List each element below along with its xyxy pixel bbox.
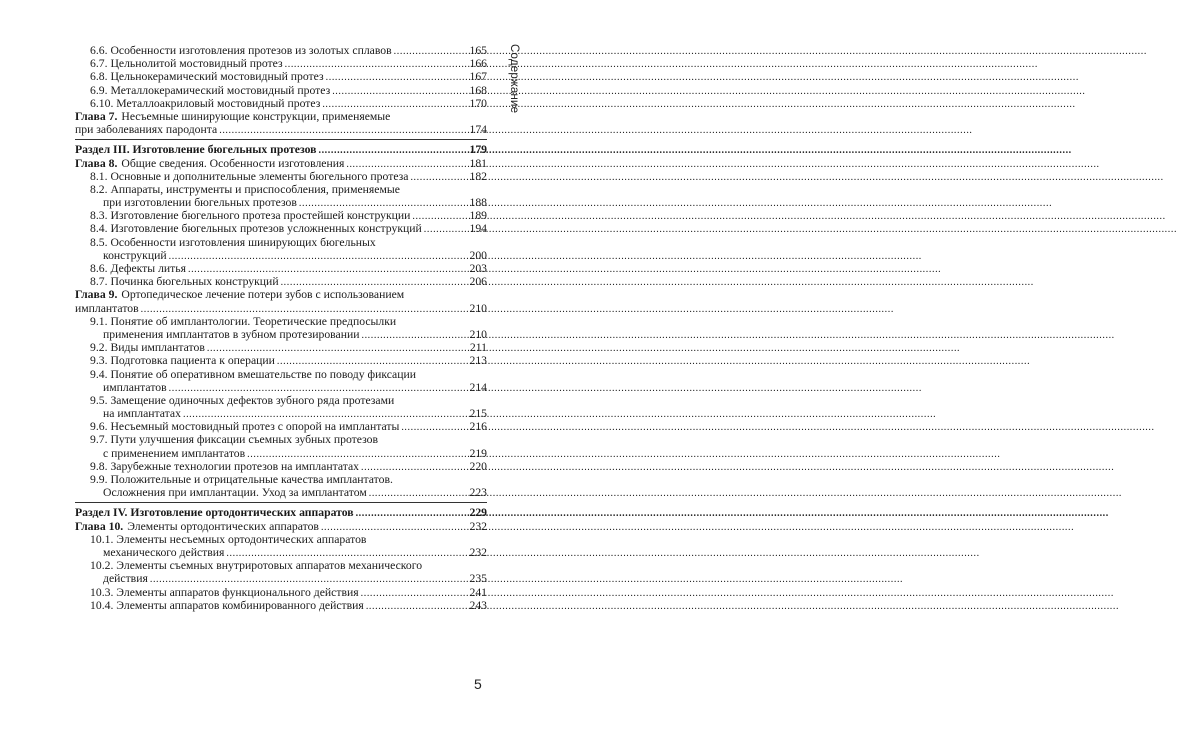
toc-page-number: 223 <box>469 486 487 500</box>
toc-leader <box>424 223 468 236</box>
toc-leader <box>326 71 468 84</box>
toc-page-number: 211 <box>469 341 487 355</box>
toc-page-number: 216 <box>469 420 487 434</box>
toc-page-number: 165 <box>469 44 487 57</box>
toc-subsection[interactable] <box>75 599 487 612</box>
toc-leader <box>410 171 467 184</box>
toc-page-number: 206 <box>469 275 487 289</box>
toc-entry-title: 8.1. Основные и дополнительные элементы бюгельного протеза <box>90 169 409 183</box>
toc-entry-title: 9.9. Положительные и отрицательные качества имплантатов. <box>90 473 393 486</box>
toc-leader <box>356 507 468 520</box>
toc-page-number: 167 <box>469 70 487 84</box>
toc-section-title: Раздел III. Изготовление бюгельных протезов <box>75 143 317 157</box>
toc-subsection[interactable] <box>75 57 487 70</box>
running-header: Содержание <box>508 44 520 114</box>
toc-entry-title: имплантатов <box>75 301 139 315</box>
toc-entry-title: 8.5. Особенности изготовления шинирующих бюгельных <box>90 235 376 249</box>
toc-page-number: 210 <box>469 301 487 315</box>
toc-page-number: 200 <box>469 248 487 262</box>
toc-entry-title: 9.3. Подготовка пациента к операции <box>90 354 275 368</box>
toc-entry-title: Осложнения при имплантации. Уход за имплантатом <box>103 486 367 500</box>
toc-subsection[interactable] <box>75 249 487 262</box>
toc-entry-title: при изготовлении бюгельных протезов <box>103 196 297 210</box>
toc-leader <box>169 250 468 263</box>
toc-subsection[interactable] <box>75 354 487 367</box>
toc-subsection[interactable] <box>75 209 487 222</box>
toc-entry-title: 9.2. Виды имплантатов <box>90 341 205 355</box>
toc-page-number: 181 <box>469 156 487 170</box>
toc-subsection[interactable] <box>75 328 487 341</box>
toc-section[interactable] <box>75 506 487 519</box>
toc-subsection[interactable] <box>75 70 487 83</box>
toc-chapter-label: Глава 7. <box>75 109 118 123</box>
toc-entry-title: 10.1. Элементы несъемных ортодонтических аппаратов <box>90 532 367 546</box>
toc-entry-title: 6.6. Особенности изготовления протезов из золотых сплавов <box>90 44 392 57</box>
toc-leader <box>361 587 468 600</box>
toc-page-number: 166 <box>469 57 487 71</box>
toc-entry-title: 9.7. Пути улучшения фиксации съемных зубных протезов <box>90 433 379 447</box>
toc-chapter[interactable] <box>75 157 487 170</box>
toc-section[interactable] <box>75 143 487 156</box>
toc-entry-title: 6.9. Металлокерамический мостовидный протез <box>90 83 331 97</box>
toc-subsection[interactable] <box>75 586 487 599</box>
toc-page-number: 220 <box>469 459 487 473</box>
toc-subsection[interactable] <box>75 236 487 249</box>
toc-page-number: 213 <box>469 354 487 368</box>
toc-entry-title: 8.4. Изготовление бюгельных протезов усложненных конструкций <box>90 222 422 236</box>
toc-page-number: 214 <box>469 380 487 394</box>
toc-page-number: 232 <box>469 545 487 559</box>
toc-subsection[interactable] <box>75 97 487 110</box>
toc-subsection[interactable] <box>75 572 487 585</box>
toc-entry-title: с применением имплантатов <box>103 446 246 460</box>
toc-entry-title: 8.7. Починка бюгельных конструкций <box>90 275 279 289</box>
toc-leader <box>366 600 468 613</box>
toc-page-number: 194 <box>469 222 487 236</box>
toc-subsection[interactable] <box>75 460 487 473</box>
toc-entry-title: на имплантатах <box>103 407 181 421</box>
toc-entry-title: Элементы ортодонтических аппаратов <box>127 519 319 533</box>
toc-entry-title: 10.3. Элементы аппаратов функционального действия <box>90 585 359 599</box>
toc-page-number: 241 <box>469 585 487 599</box>
toc-section-title: Раздел IV. Изготовление ортодонтических аппаратов <box>75 506 354 520</box>
toc-chapter-label: Глава 10. <box>75 519 124 533</box>
toc-subsection[interactable] <box>75 262 487 275</box>
toc-chapter-label: Глава 8. <box>75 156 118 170</box>
toc-entry-title: 8.3. Изготовление бюгельного протеза простейшей конструкции <box>90 209 411 223</box>
toc-entry-title: 10.2. Элементы съемных внутриротовых аппаратов механического <box>90 559 423 573</box>
toc-page-number: 232 <box>469 519 487 533</box>
toc-chapter[interactable] <box>75 110 487 123</box>
toc-entry-title: 6.8. Цельнокерамический мостовидный протез <box>90 70 324 84</box>
toc-page-number: 243 <box>469 598 487 612</box>
toc-subsection[interactable] <box>75 473 487 486</box>
toc-chapter[interactable] <box>75 123 487 136</box>
toc-subsection[interactable] <box>75 407 487 420</box>
toc-subsection[interactable] <box>75 368 487 381</box>
toc-entry-title: применения имплантатов в зубном протезировании <box>103 327 360 341</box>
toc-entry-title: Ортопедическое лечение потери зубов с использованием <box>121 288 405 302</box>
toc-page-number: 189 <box>469 209 487 223</box>
toc-chapter[interactable] <box>75 288 487 301</box>
toc-page-number: 170 <box>469 96 487 110</box>
toc-leader <box>219 124 467 137</box>
toc-subsection[interactable] <box>75 275 487 288</box>
toc-subsection[interactable] <box>75 546 487 559</box>
toc-entry-title: действия <box>103 572 148 586</box>
toc-page-number: 219 <box>469 446 487 460</box>
toc-chapter-label: Глава 9. <box>75 288 118 302</box>
toc-chapter[interactable] <box>75 302 487 315</box>
toc-subsection[interactable] <box>75 341 487 354</box>
toc-entry-title: конструкций <box>103 248 167 262</box>
toc-subsection[interactable] <box>75 486 487 499</box>
toc-page-number: 215 <box>469 407 487 421</box>
toc-chapter[interactable] <box>75 520 487 533</box>
toc-subsection[interactable] <box>75 196 487 209</box>
toc-leader <box>394 45 468 58</box>
toc-entry-title: 9.4. Понятие об оперативном вмешательстве по поводу фиксации <box>90 367 417 381</box>
toc-page-number: 174 <box>469 123 487 137</box>
toc-leader <box>361 329 467 342</box>
divider-rule <box>75 139 487 140</box>
toc-subsection[interactable] <box>75 394 487 407</box>
toc-subsection[interactable] <box>75 84 487 97</box>
toc-subsection[interactable] <box>75 315 487 328</box>
toc-page-number: 182 <box>469 169 487 183</box>
toc-entry-title: имплантатов <box>103 380 167 394</box>
toc-entry-title: Общие сведения. Особенности изготовления <box>121 156 345 170</box>
toc-subsection[interactable] <box>75 44 487 57</box>
toc-entry-title: 9.6. Несъемный мостовидный протез с опорой на имплантаты <box>90 420 400 434</box>
toc-page-number: 235 <box>469 572 487 586</box>
toc-entry-title: 9.5. Замещение одиночных дефектов зубного ряда протезами <box>90 393 395 407</box>
toc-entry-title: механического действия <box>103 545 225 559</box>
toc-entry-title: 10.4. Элементы аппаратов комбинированного действия <box>90 598 364 612</box>
toc-subsection[interactable] <box>75 222 487 235</box>
toc-page-number: 210 <box>469 327 487 341</box>
toc-subsection[interactable] <box>75 381 487 394</box>
toc-leader <box>401 421 467 434</box>
toc-entry-title: при заболеваниях пародонта <box>75 123 218 137</box>
toc-entry-title: 9.1. Понятие об имплантологии. Теоретические предпосылки <box>90 314 397 328</box>
toc-subsection[interactable] <box>75 559 487 572</box>
toc-entry-title: 6.10. Металлоакриловый мостовидный протез <box>90 96 321 110</box>
toc-page-number: 168 <box>469 83 487 97</box>
page-number: 5 <box>474 676 482 692</box>
table-of-contents <box>75 44 487 612</box>
toc-subsection[interactable] <box>75 183 487 196</box>
divider-rule <box>75 502 487 503</box>
toc-entry-title: 6.7. Цельнолитой мостовидный протез <box>90 57 283 71</box>
toc-entry-title: 9.8. Зарубежные технологии протезов на имплантатах <box>90 459 359 473</box>
toc-subsection[interactable] <box>75 420 487 433</box>
toc-leader <box>369 487 468 500</box>
toc-subsection[interactable] <box>75 433 487 446</box>
toc-page-number: 179 <box>469 143 487 157</box>
toc-page-number: 203 <box>469 262 487 275</box>
toc-subsection[interactable] <box>75 447 487 460</box>
toc-leader <box>332 85 467 98</box>
toc-subsection[interactable] <box>75 170 487 183</box>
toc-entry-title: 8.6. Дефекты литья <box>90 262 186 275</box>
toc-page-number: 229 <box>469 506 487 520</box>
toc-entry-title: 8.2. Аппараты, инструменты и приспособления, применяемые <box>90 182 400 196</box>
toc-subsection[interactable] <box>75 533 487 546</box>
toc-entry-title: Несъемные шинирующие конструкции, применяемые <box>121 109 391 123</box>
toc-page-number: 188 <box>469 196 487 210</box>
